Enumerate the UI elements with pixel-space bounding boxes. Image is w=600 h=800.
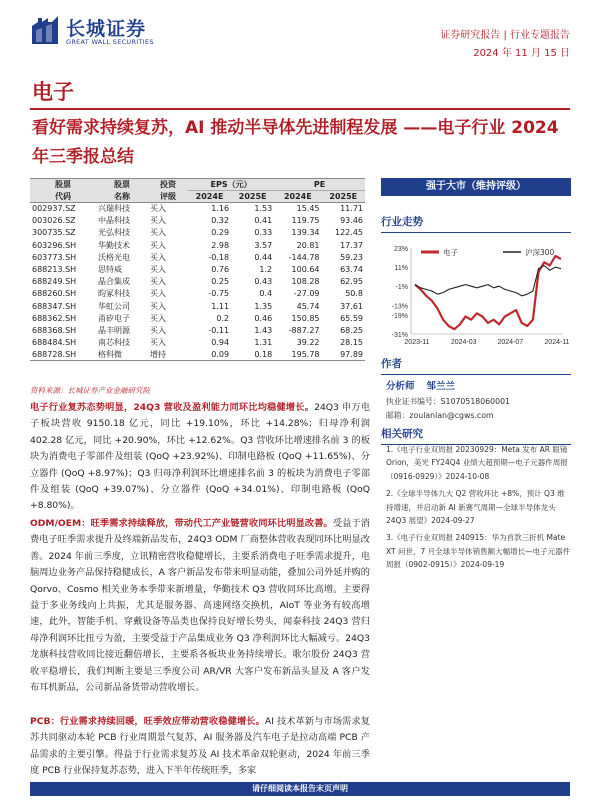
stock-name-cell: 沃格光电 bbox=[98, 252, 130, 262]
stock-code-cell: 603773.SH bbox=[32, 252, 77, 262]
paragraph-lead: PCB：行业需求持续回暖，旺季效应带动营收稳健增长。 bbox=[30, 716, 265, 727]
stock-name-cell: 思特威 bbox=[98, 265, 122, 275]
x-tick-label: 2024-07 bbox=[497, 339, 524, 346]
paragraph-text: 受益于消费电子旺季需求提升及终端新品发布，24Q3 ODM 厂商整体营收表现同环比明显改善。2024 年前三季度，立讯精密营收稳健增长，主要系消费电子旺季需求提升，电脑周边业务产品保持稳健成长，A 客户新品发布带来明显动能，叠加公司外延并购的 Qorvo、Cosmo 相关业务本季带来新增量，华勤技术 Q3 营收同环比高增。主要得益于多业务线向上共振，尤其是服务器、高速网络交换机，AIoT 等业务有较高增速，此外，智能手机、穿戴设备等品类也保持良好增长势头，闻泰科技 24Q3 营归母净利润环比扭亏为盈，主要受益于产品集成业务 Q3 净利润环比大幅减亏。24Q3 龙旗科技营收同比接近翻倍增长，主要系各板块业务持续增长。歌尔股份 24Q3 营收平稳增长，我们判断主要是三季度公司 AR/VR 大客户发布新品头显及 A 客户发布耳机新品，公司新品备货带动营收增长。 bbox=[30, 518, 370, 694]
eps-2025e-cell: 0.33 bbox=[254, 228, 273, 238]
col-header-pe: PE bbox=[274, 179, 365, 191]
series-line-0 bbox=[415, 256, 561, 329]
col-header-eps: EPS（元） bbox=[188, 179, 274, 191]
eps-2024e-cell: 0.94 bbox=[211, 338, 230, 348]
stock-name-cell: 晶丰明源 bbox=[98, 325, 130, 335]
investment-rating-cell: 买入 bbox=[150, 313, 166, 323]
stock-table-body bbox=[30, 203, 365, 361]
pe-2024e-cell: 119.75 bbox=[291, 216, 320, 226]
paragraph-pcb bbox=[30, 714, 370, 780]
investment-rating-cell: 买入 bbox=[150, 338, 166, 348]
col-header-eps-2025: 2025E bbox=[231, 191, 274, 203]
related-research-item[interactable]: 1.《电子行业双周报 20230929：Meta 发布 AR 眼镜 Orion，美光 FY24Q4 业绩大超预期—电子元器件周报（0916-0929）》2024-10-08 bbox=[386, 445, 568, 481]
stock-name-cell: 华勤技术 bbox=[98, 240, 130, 250]
pe-2025e-cell: 11.71 bbox=[340, 204, 363, 214]
x-tick-label: 2024-03 bbox=[450, 339, 477, 346]
eps-2024e-cell: 0.32 bbox=[211, 216, 230, 226]
stock-name-cell: 中晶科技 bbox=[98, 216, 130, 226]
eps-2024e-cell: 2.98 bbox=[211, 240, 230, 250]
related-research-list bbox=[386, 443, 572, 576]
col-header-code-2: 代码 bbox=[30, 191, 96, 203]
stock-code-cell: 688260.SH bbox=[32, 289, 77, 299]
stock-name-cell: 兴瑞科技 bbox=[98, 204, 130, 214]
paragraph-lead: ODM/OEM：旺季需求持续释放，带动代工产业链营收同环比明显改善。 bbox=[30, 518, 333, 529]
pe-2025e-cell: 62.95 bbox=[340, 277, 363, 287]
eps-2025e-cell: 1.53 bbox=[254, 204, 273, 214]
col-header-name-2: 名称 bbox=[96, 191, 148, 203]
pe-2024e-cell: 20.81 bbox=[296, 240, 320, 250]
eps-2024e-cell: -0.11 bbox=[208, 325, 230, 335]
eps-2025e-cell: 0.44 bbox=[254, 252, 273, 262]
eps-2025e-cell: 1.43 bbox=[254, 325, 273, 335]
industry-trend-chart bbox=[381, 238, 571, 358]
stock-name-cell: 格科微 bbox=[96, 349, 148, 361]
pe-2024e-cell: 45.74 bbox=[296, 301, 320, 311]
paragraph-industry-recovery bbox=[30, 400, 370, 515]
pe-2024e-cell: 108.28 bbox=[291, 277, 320, 287]
investment-rating-cell: 买入 bbox=[150, 289, 166, 299]
eps-2024e-cell: 0.29 bbox=[211, 228, 230, 238]
pe-2024e-cell: 15.45 bbox=[296, 204, 320, 214]
y-tick-label: -19% bbox=[391, 312, 408, 320]
author-heading: 作者 bbox=[381, 356, 571, 375]
investment-rating-cell: 买入 bbox=[150, 277, 166, 287]
pe-2024e-cell: 100.64 bbox=[291, 265, 320, 275]
table-row bbox=[30, 263, 365, 275]
table-row bbox=[30, 251, 365, 263]
legend-label: 沪深300 bbox=[525, 248, 555, 257]
eps-2024e-cell: 1.11 bbox=[211, 301, 230, 311]
table-row bbox=[30, 312, 365, 324]
investment-rating-cell: 买入 bbox=[150, 325, 166, 335]
stock-name-cell: 昀冢科技 bbox=[98, 289, 130, 299]
table-row bbox=[30, 227, 365, 239]
table-row bbox=[30, 300, 365, 312]
stock-code-cell: 688347.SH bbox=[32, 301, 77, 311]
paragraph-text: AI 技术革新与市场需求复苏共同驱动本轮 PCB 行业周期景气复苏，AI 服务器及汽车电子是拉动高端 PCB 产品需求的主要引擎。得益于行业需求复苏及 AI 技术革命双轮驱动，2024 年前三季度 PCB 行业保持复苏态势，进入下半年传统旺季，多家 bbox=[30, 716, 370, 777]
eps-2024e-cell: 0.76 bbox=[211, 265, 230, 275]
analyst-name: 邹兰兰 bbox=[426, 381, 456, 392]
eps-2024e-cell: 0.09 bbox=[188, 349, 231, 361]
investment-rating-cell: 买入 bbox=[150, 228, 166, 238]
investment-rating-cell: 买入 bbox=[150, 204, 166, 214]
pe-2024e-cell: 139.34 bbox=[291, 228, 320, 238]
eps-2025e-cell: 0.4 bbox=[259, 289, 273, 299]
eps-2025e-cell: 3.57 bbox=[254, 240, 273, 250]
stock-code-cell: 688213.SH bbox=[32, 265, 77, 275]
y-tick-label: 23% bbox=[393, 246, 408, 253]
table-row bbox=[30, 276, 365, 288]
stock-code-cell: 688362.SH bbox=[32, 313, 77, 323]
eps-2025e-cell: 1.31 bbox=[254, 338, 273, 348]
analyst-names bbox=[386, 378, 467, 392]
analyst-certificate: 执业证书编号：S1070518060001 bbox=[386, 397, 511, 406]
brand-name-cn: 长城证券 bbox=[66, 18, 147, 40]
eps-2025e-cell: 0.46 bbox=[254, 313, 273, 323]
stock-name-cell: 甬矽电子 bbox=[98, 313, 130, 323]
trend-heading: 行业走势 bbox=[381, 214, 571, 233]
stock-code-cell: 688728.SH bbox=[30, 349, 96, 361]
x-tick-label: 2024-11 bbox=[544, 339, 570, 346]
stock-name-cell: 南芯科技 bbox=[98, 338, 130, 348]
related-research-item[interactable]: 2.《全球半导体九大 Q2 营收环比 +8%，预计 Q3 维持增速，并启动新 AI 新赛气周期—全球半导体龙头 24Q3 展望》2024-09-27 bbox=[386, 489, 565, 526]
pe-2025e-cell: 37.61 bbox=[340, 301, 363, 311]
eps-2024e-cell: 0.2 bbox=[216, 313, 230, 323]
stock-code-cell: 002937.SZ bbox=[32, 204, 76, 214]
footer-bar bbox=[30, 782, 570, 796]
investment-rating-cell: 增持 bbox=[148, 349, 188, 361]
stock-code-cell: 688484.SH bbox=[32, 338, 77, 348]
pe-2024e-cell: 39.22 bbox=[296, 338, 320, 348]
section-divider bbox=[30, 108, 570, 110]
investment-rating-cell: 买入 bbox=[150, 265, 166, 275]
table-row bbox=[30, 215, 365, 227]
col-header-rating-1: 投资 bbox=[148, 179, 188, 191]
pe-2025e-cell: 93.46 bbox=[340, 216, 363, 226]
stock-rating-table bbox=[30, 178, 365, 361]
analyst-role: 分析师 bbox=[386, 381, 415, 392]
stock-name-cell: 华虹公司 bbox=[98, 301, 130, 311]
table-row bbox=[30, 324, 365, 336]
col-header-pe-2025: 2025E bbox=[322, 191, 365, 203]
y-tick-label: -1% bbox=[395, 284, 408, 292]
pe-2024e-cell: -27.09 bbox=[293, 289, 320, 299]
col-header-name-1: 股票 bbox=[96, 179, 148, 191]
col-header-code-1: 股票 bbox=[30, 179, 96, 191]
pe-2025e-cell: 97.89 bbox=[322, 349, 365, 361]
y-tick-label: -13% bbox=[391, 303, 408, 311]
eps-2024e-cell: -0.18 bbox=[208, 252, 230, 262]
report-title: 看好需求持续复苏，AI 推动半导体先进制程发展 ——电子行业 2024 年三季报总结 bbox=[32, 118, 559, 167]
related-research-item[interactable]: 3.《电子行业双周报 240915：华为首款三折机 Mate XT 问世，7 月全球半导体销售额大幅增长—电子元器件周报（0902-0915）》2024-09-19 bbox=[386, 533, 571, 570]
investment-rating-cell: 买入 bbox=[150, 301, 166, 311]
eps-2025e-cell: 0.41 bbox=[254, 216, 273, 226]
report-header bbox=[0, 0, 600, 64]
stock-code-cell: 688368.SH bbox=[32, 325, 77, 335]
col-header-pe-2024: 2024E bbox=[274, 191, 321, 203]
report-date: 2024 年 11 月 15 日 bbox=[473, 48, 570, 59]
table-source-note: 资料来源：长城证券产业金融研究院 bbox=[30, 386, 150, 395]
industry-rating-badge: 强于大市（维持评级） bbox=[381, 178, 571, 196]
investment-rating-cell: 买入 bbox=[150, 240, 166, 250]
analyst-email: 邮箱：zoulanlan@cgws.com bbox=[386, 411, 494, 420]
paragraph-lead: 电子行业复苏态势明显，24Q3 营收及盈利能力同环比均稳健增长。 bbox=[30, 402, 315, 413]
eps-2025e-cell: 0.43 bbox=[254, 277, 273, 287]
pe-2025e-cell: 68.25 bbox=[340, 325, 363, 335]
pe-2024e-cell: 195.78 bbox=[274, 349, 321, 361]
report-type-tags: 证券研究报告 | 行业专题报告 bbox=[440, 30, 570, 41]
x-tick-label: 2023-11 bbox=[404, 339, 430, 346]
pe-2024e-cell: 150.85 bbox=[291, 313, 320, 323]
table-row bbox=[30, 337, 365, 349]
eps-2024e-cell: -0.75 bbox=[208, 289, 230, 299]
pe-2024e-cell: -887.27 bbox=[288, 325, 320, 335]
eps-2025e-cell: 0.18 bbox=[231, 349, 274, 361]
related-research-heading: 相关研究 bbox=[381, 426, 571, 445]
brand-name-en: GREAT WALL SECURITIES bbox=[66, 38, 154, 46]
footer-disclaimer: 请仔细阅读本报告末页声明 bbox=[252, 784, 348, 793]
pe-2024e-cell: -144.78 bbox=[288, 252, 320, 262]
col-header-rating-2: 评级 bbox=[148, 191, 188, 203]
paragraph-odm-oem bbox=[30, 516, 370, 696]
stock-code-cell: 688249.SH bbox=[32, 277, 77, 287]
table-row bbox=[30, 203, 365, 215]
pe-2025e-cell: 17.37 bbox=[340, 240, 363, 250]
table-row bbox=[30, 239, 365, 251]
stock-name-cell: 晶合集成 bbox=[98, 277, 130, 287]
eps-2024e-cell: 0.25 bbox=[211, 277, 230, 287]
stock-code-cell: 300735.SZ bbox=[32, 228, 76, 238]
eps-2024e-cell: 1.16 bbox=[211, 204, 230, 214]
brand-logo bbox=[30, 14, 170, 48]
pe-2025e-cell: 28.15 bbox=[340, 338, 363, 348]
stock-code-cell: 603296.SH bbox=[32, 240, 77, 250]
industry-section-title: 电子 bbox=[32, 80, 74, 104]
pe-2025e-cell: 63.74 bbox=[340, 265, 363, 275]
stock-code-cell: 003026.SZ bbox=[32, 216, 76, 226]
eps-2025e-cell: 1.2 bbox=[259, 265, 273, 275]
pe-2025e-cell: 50.8 bbox=[345, 289, 363, 299]
investment-rating-cell: 买入 bbox=[150, 252, 166, 262]
pe-2025e-cell: 65.59 bbox=[340, 313, 363, 323]
paragraph-text: 24Q3 申万电子板块营收 9150.18 亿元，同比 +19.10%，环比 +14.28%；归母净利润 402.28 亿元，同比 +20.90%，环比 +12.62%。Q3 营收环比增速排名前 3 的板块为消费电子零部件及组装 (QoQ +23.92%)、印制电路板 (QoQ +11.65%)、分立器件 (QoQ +8.97%)；Q3 归母净利润环比增速排名前 3 的板块为消费电子零部件及组装 (QoQ +39.07%)、分立器件 (QoQ +34.01%)、印制电路板 (QoQ +8.80%)。 bbox=[30, 402, 370, 512]
pe-2025e-cell: 59.23 bbox=[340, 252, 363, 262]
stock-name-cell: 光弘科技 bbox=[98, 228, 130, 238]
y-tick-label: -31% bbox=[391, 332, 408, 339]
legend-label: 电子 bbox=[443, 248, 458, 257]
y-tick-label: 11% bbox=[394, 265, 408, 273]
col-header-eps-2024: 2024E bbox=[188, 191, 231, 203]
table-row bbox=[30, 349, 365, 361]
great-wall-logo-icon bbox=[30, 14, 60, 46]
investment-rating-cell: 买入 bbox=[150, 216, 166, 226]
eps-2025e-cell: 1.35 bbox=[254, 301, 273, 311]
table-row bbox=[30, 288, 365, 300]
pe-2025e-cell: 122.45 bbox=[335, 228, 363, 238]
